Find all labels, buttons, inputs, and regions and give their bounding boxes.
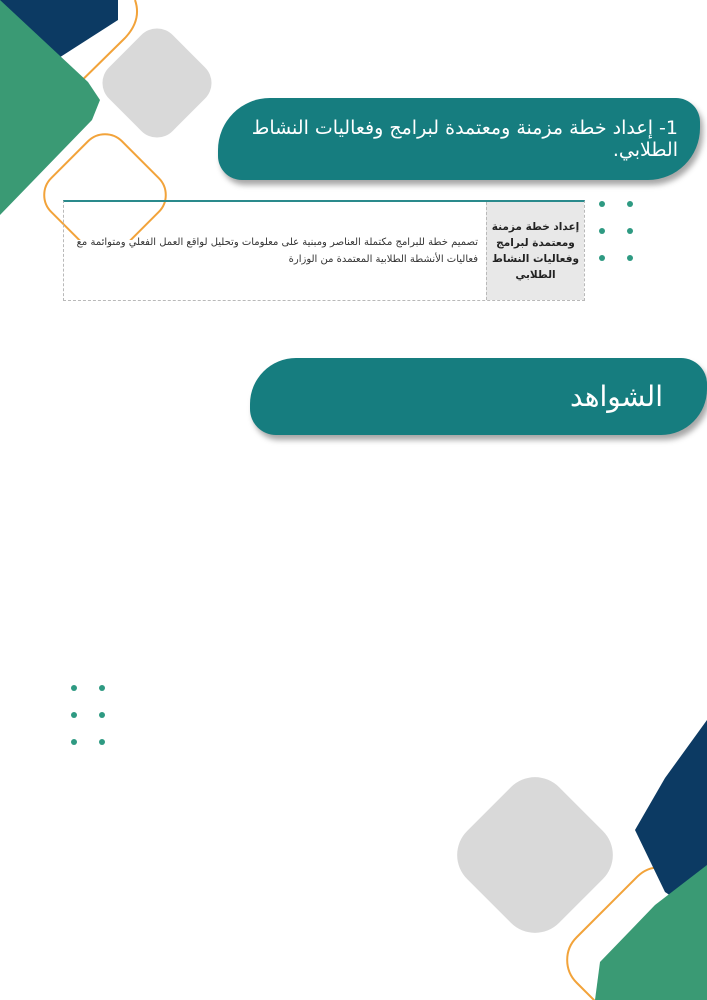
dot [71,739,77,745]
table-body-cell: تصميم خطة للبرامج مكتملة العناصر ومبنية على معلومات وتحليل لواقع العمل الفعلي ومتوائمة مع فعاليات الأنشطة الطلابية المعتمدة من الوزارة [76,237,478,265]
evidence-title: الشواهد [570,380,663,413]
dot [99,739,105,745]
dot [627,255,633,261]
evidence-banner [250,358,707,435]
table-header-cell: إعداد خطة مزمنة ومعتمدة لبرامج وفعاليات النشاط الطلابي [486,202,584,300]
dot [627,201,633,207]
section-title: 1- إعداد خطة مزمنة ومعتمدة لبرامج وفعاليات النشاط الطلابي. [251,117,678,161]
dot [99,685,105,691]
dot [627,228,633,234]
dot [71,712,77,718]
dot [99,712,105,718]
section-title-banner [218,98,700,180]
bottom-right-decoration [440,710,707,1000]
dot [599,255,605,261]
dot [71,685,77,691]
dot [599,228,605,234]
criteria-table [63,200,585,301]
dot [599,201,605,207]
